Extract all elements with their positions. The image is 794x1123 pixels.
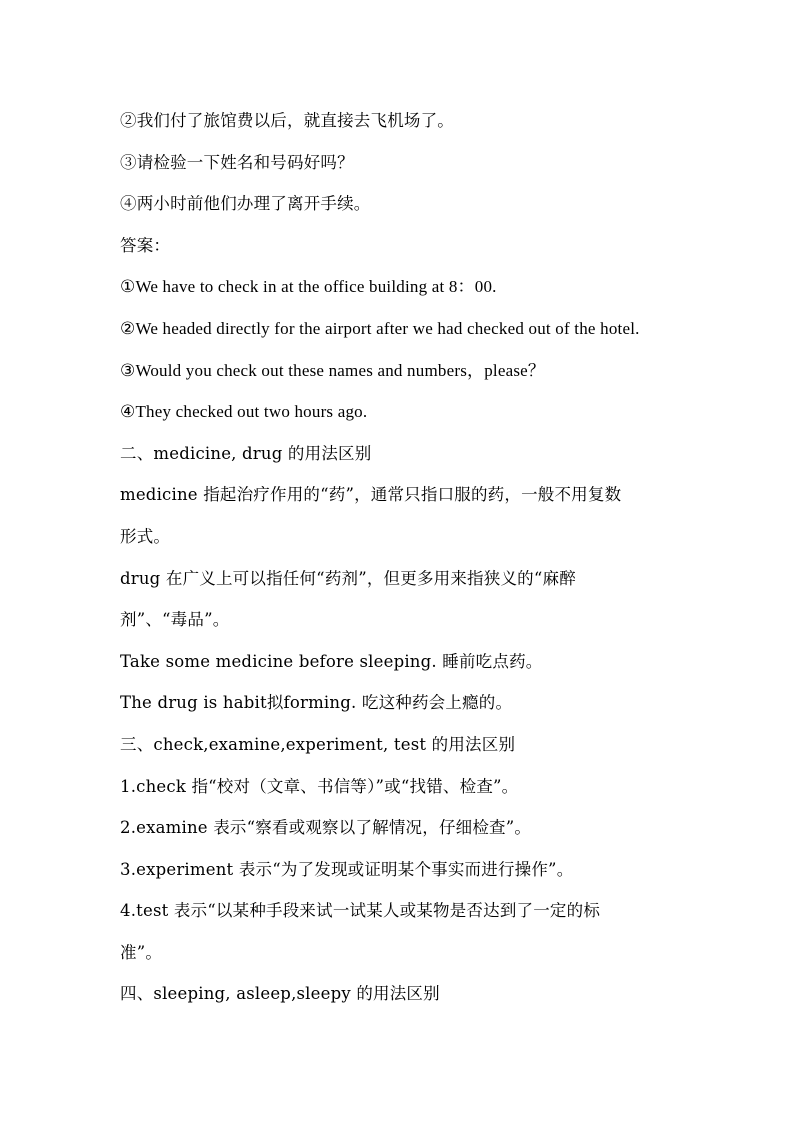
exercise-sentence-2: ②我们付了旅馆费以后，就直接去飞机场了。 <box>120 111 454 130</box>
document-body <box>120 100 690 1015</box>
examine-definition: 2.examine 表示“察看或观察以了解情况，仔细检查”。 <box>120 818 532 838</box>
test-definition-cont: 准”。 <box>120 942 163 962</box>
drug-explanation: drug 在广义上可以指任何“药剂”，但更多用来指狭义的“麻醉 <box>120 568 576 588</box>
exercise-sentence-3: ③请检验一下姓名和号码好吗？ <box>120 152 354 172</box>
answer-4: ④They checked out two hours ago. <box>120 402 368 422</box>
drug-example: The drug is habit拟forming. 吃这种药会上瘾的。 <box>120 693 513 713</box>
check-definition: 1.check 指“校对（文章、书信等）”或“找错、检查”。 <box>120 776 519 796</box>
answer-3: ③Would you check out these names and numbers，please？ <box>120 360 546 380</box>
medicine-example: Take some medicine before sleeping. 睡前吃点药。 <box>120 651 543 671</box>
exercise-sentence-4: ④两小时前他们办理了离开手续。 <box>120 194 371 214</box>
answer-heading: 答案： <box>120 235 171 255</box>
answer-2: ②We headed directly for the airport after we had checked out of the hotel. <box>120 318 640 338</box>
medicine-explanation: medicine 指起治疗作用的“药”，通常只指口服的药，一般不用复数 <box>120 485 622 505</box>
test-definition: 4.test 表示“以某种手段来试一试某人或某物是否达到了一定的标 <box>120 901 601 921</box>
experiment-definition: 3.experiment 表示“为了发现或证明某个事实而进行操作”。 <box>120 859 574 879</box>
section-heading-2: 二、medicine, drug 的用法区别 <box>120 443 372 463</box>
section-heading-3: 三、check,examine,experiment, test 的用法区别 <box>120 734 516 754</box>
medicine-explanation-cont: 形式。 <box>120 526 171 546</box>
drug-explanation-cont: 剂”、“毒品”。 <box>120 610 230 630</box>
section-heading-4: 四、sleeping, asleep,sleepy 的用法区别 <box>120 984 440 1004</box>
answer-1: ①We have to check in at the office building at 8：00. <box>120 277 497 297</box>
